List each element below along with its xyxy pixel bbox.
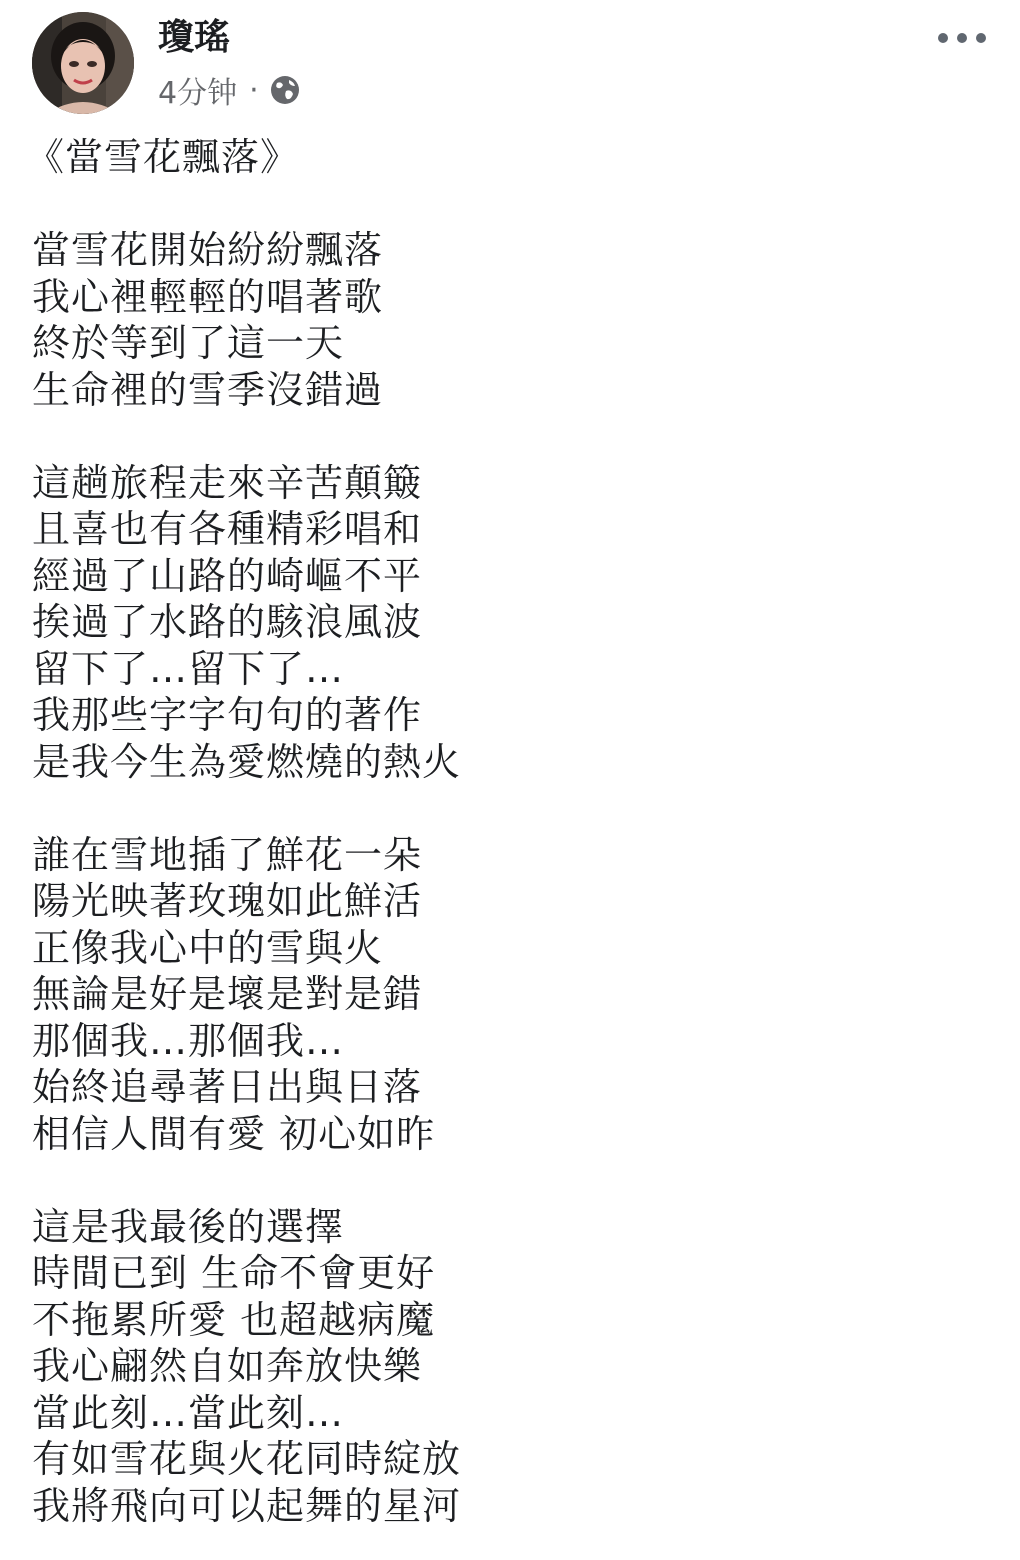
poem-line: 終於等到了這一天	[32, 321, 345, 365]
poem-line: 生命裡的雪季沒錯過	[32, 367, 384, 412]
poem-line: 不拖累所愛 也超越病魔	[32, 1297, 436, 1342]
stanza-gap	[32, 1157, 992, 1204]
more-dot	[957, 33, 967, 43]
poem-line: 我那些字字句句的著作	[32, 693, 423, 737]
poem-line: 陽光映著玫瑰如此鮮活	[32, 879, 423, 923]
poem-line: 那個我…那個我…	[32, 1018, 345, 1063]
poem-line: 挨過了水路的駭浪風波	[32, 600, 423, 644]
author-name[interactable]: 瓊瑤	[158, 17, 231, 58]
poem-line: 無論是好是壞是對是錯	[32, 972, 423, 1016]
poem-line: 始終追尋著日出與日落	[32, 1065, 423, 1109]
poem-line: 誰在雪地插了鮮花一朵	[32, 832, 423, 877]
poem-line: 當雪花開始紛紛飄落	[32, 228, 384, 272]
poem-line: 相信人間有愛 初心如昨	[32, 1111, 436, 1156]
poem-line: 且喜也有各種精彩唱和	[32, 507, 423, 551]
poem-title: 《當雪花飄落》	[26, 135, 300, 179]
avatar-photo	[32, 12, 134, 114]
post-time[interactable]: 4分钟	[158, 76, 238, 111]
stanza-gap	[32, 413, 992, 460]
poem-line: 時間已到 生命不會更好	[32, 1251, 436, 1295]
more-options-icon[interactable]	[938, 24, 986, 52]
poem-line: 留下了…留下了…	[32, 646, 345, 691]
poem-line: 這是我最後的選擇	[32, 1204, 345, 1249]
meta-separator: ·	[249, 72, 259, 108]
poem-line: 有如雪花與火花同時綻放	[32, 1437, 462, 1481]
author-avatar[interactable]	[32, 12, 134, 114]
poem-line: 我心翩然自如奔放快樂	[32, 1344, 423, 1388]
poem-line: 經過了山路的崎嶇不平	[32, 553, 423, 598]
poem-line: 我將飛向可以起舞的星河	[32, 1483, 462, 1528]
poem-line: 是我今生為愛燃燒的熱火	[32, 739, 462, 784]
stanza-gap	[32, 785, 992, 832]
poem-line: 這趟旅程走來辛苦顛簸	[32, 460, 423, 505]
post-meta	[158, 70, 301, 110]
globe-icon	[269, 74, 301, 106]
more-dot	[976, 33, 986, 43]
stanza-gap	[32, 181, 992, 228]
poem-line: 當此刻…當此刻…	[32, 1390, 345, 1435]
more-dot	[938, 33, 948, 43]
poem-line: 我心裡輕輕的唱著歌	[32, 274, 384, 319]
poem-line: 正像我心中的雪與火	[32, 925, 384, 970]
post-text	[26, 134, 992, 1529]
